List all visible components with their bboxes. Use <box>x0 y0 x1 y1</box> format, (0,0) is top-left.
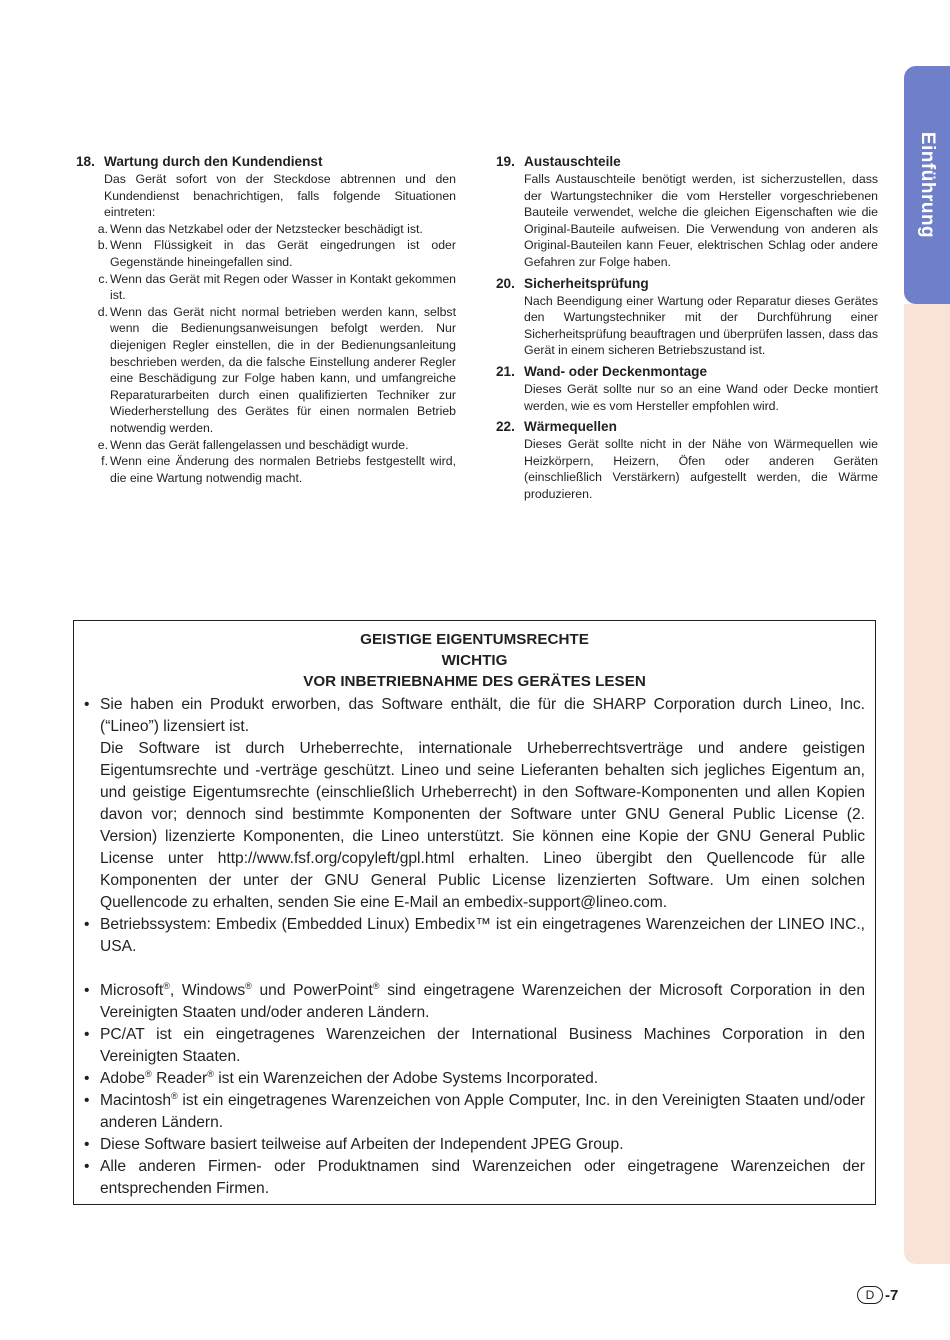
notice-bullets <box>84 694 865 1200</box>
trademark-reader: Reader <box>151 1070 208 1087</box>
trademark-windows: , Windows <box>169 982 246 999</box>
item-number: 19. <box>496 154 515 169</box>
registered-mark: ® <box>207 1068 214 1079</box>
item-body: Falls Austauschteile benötigt werden, ist sicherzustellen, dass der Wartungstechniker die vom Hersteller vorgeschriebenen Bauteile verwendet, welche die gleichen Eigenschaften wie die Original-Bauteile aufweisen. Die Verwendung von anderen als Original-Bauteilen kann Feuer, elektrischen Schlag oder andere Gefahren zur Folge haben. <box>524 172 878 269</box>
sub-letter: b. <box>97 238 108 253</box>
item-title: Wand- oder Deckenmontage <box>524 363 708 379</box>
item-heading <box>76 153 456 171</box>
bullet-symbol: • <box>84 1158 90 1175</box>
item-body: Dieses Gerät sollte nicht in der Nähe von Wärmequellen wie Heizkörpern, Heizern, Öfen oder anderen Geräten (einschließlich Verstärkern) aufgestellt werden, die Wärme produzieren. <box>524 437 878 501</box>
registered-mark: ® <box>372 980 380 991</box>
item-heading <box>496 418 878 436</box>
bullet-item <box>84 694 865 914</box>
sub-text: Wenn das Gerät mit Regen oder Wasser in Kontakt gekommen ist. <box>110 271 456 303</box>
registered-mark: ® <box>171 1090 178 1101</box>
sub-text: Wenn eine Änderung des normalen Betriebs festgestellt wird, die eine Wartung notwendig macht. <box>110 454 456 485</box>
bullet-text: sind eingetragene Warenzeichen der Microsoft Corporation in den Vereinigten Staaten und/oder anderen Ländern. <box>100 982 865 1021</box>
bullet-text: Alle anderen Firmen- oder Produktnamen sind Warenzeichen oder eingetragene Warenzeichen der entsprechenden Firmen. <box>100 1158 865 1197</box>
notice-subtitle-important: WICHTIG <box>441 652 508 669</box>
sub-list <box>76 221 456 487</box>
bullet-symbol: • <box>84 1136 90 1153</box>
sub-item <box>97 237 456 270</box>
item-heading <box>496 153 878 171</box>
item-title: Wärmequellen <box>524 419 617 435</box>
item-title: Wartung durch den Kundendienst <box>104 154 323 169</box>
sub-text: Wenn das Netzkabel oder der Netzstecker beschädigt ist. <box>110 221 423 236</box>
trademark-powerpoint: und PowerPoint <box>251 982 373 999</box>
bullet-item <box>84 914 865 958</box>
sub-text: Wenn das Gerät nicht normal betrieben werden kann, selbst wenn die Bedienungsanweisungen befolgt werden. Nur diejenigen Regler einstellen, die in der Bedienungsanleitung beschrieben werden, da die falsche Einstellung anderer Regler eine Beschädigung zur Folge haben kann, und umfangreiche Reparaturarbeiten durch einen qualifizierten Techniker zur Wiederherstellung des Gerätes für einen normalen Betrieb notwendig werden. <box>110 304 456 435</box>
item-title: Austauschteile <box>524 154 621 169</box>
bullet-item <box>84 1090 865 1134</box>
bullet-symbol: • <box>84 982 90 999</box>
registered-mark: ® <box>245 980 252 991</box>
sub-item <box>97 304 456 437</box>
sub-item <box>98 271 456 304</box>
sub-item <box>97 437 456 454</box>
item-18 <box>76 153 456 486</box>
notice-title: GEISTIGE EIGENTUMSRECHTE <box>360 631 589 648</box>
sub-item <box>101 453 456 486</box>
item-number: 21. <box>496 363 515 379</box>
right-column <box>496 153 878 507</box>
sub-text: Wenn das Gerät fallengelassen und beschädigt wurde. <box>110 437 409 452</box>
sub-letter: c. <box>98 271 108 286</box>
bullet-text: Diese Software basiert teilweise auf Arbeiten der Independent JPEG Group. <box>100 1136 624 1153</box>
bullet-item <box>84 980 865 1024</box>
bullet-text: PC/AT ist ein eingetragenes Warenzeichen der International Business Machines Corporation in den Vereinigten Staaten. <box>100 1026 865 1065</box>
sub-letter: f. <box>101 454 108 469</box>
item-body: Nach Beendigung einer Wartung oder Reparatur dieses Gerätes den Wartungstechniker mit der Durchführung einer Sicherheitsprüfung beauftragen und überprüfen lassen, dass das Gerät in einem sicheren Betriebszustand ist. <box>524 293 878 358</box>
item-title: Sicherheitsprüfung <box>524 275 649 291</box>
trademark-adobe: Adobe <box>100 1070 146 1087</box>
item-number: 18. <box>76 154 95 169</box>
bullet-symbol: • <box>84 1070 90 1087</box>
bullet-symbol: • <box>84 696 90 713</box>
bullet-symbol: • <box>84 1026 90 1043</box>
bullet-symbol: • <box>84 916 90 933</box>
item-heading <box>496 275 878 293</box>
item-body: Das Gerät sofort von der Steckdose abtrennen und den Kundendienst benachrichtigen, falls folgende Situationen eintreten: <box>104 172 456 220</box>
bullet-text: Betriebssystem: Embedix (Embedded Linux) Embedix™ ist ein eingetragenes Warenzeichen der LINEO INC., USA. <box>100 916 865 955</box>
bullet-text: ist ein eingetragenes Warenzeichen von Apple Computer, Inc. in den Vereinigten Staaten und/oder anderen Ländern. <box>100 1092 865 1131</box>
item-19 <box>496 153 878 271</box>
sub-text: Wenn Flüssigkeit in das Gerät eingedrungen ist oder Gegenstände hineingefallen sind. <box>110 238 456 269</box>
item-heading <box>496 363 878 381</box>
bullet-symbol: • <box>84 1092 90 1109</box>
trademark-microsoft: Microsoft <box>100 982 164 999</box>
bullet-item <box>84 1068 865 1090</box>
bullet-item <box>84 1156 865 1200</box>
bullet-text: Sie haben ein Produkt erworben, das Software enthält, die für die SHARP Corporation durch Lineo, Inc. (“Lineo”) lizensiert ist. <box>100 696 865 735</box>
sub-item <box>97 221 456 238</box>
bullet-item <box>84 1134 865 1156</box>
registered-mark: ® <box>145 1068 152 1079</box>
trademark-macintosh: Macintosh <box>100 1092 172 1109</box>
left-column <box>76 153 456 490</box>
item-20 <box>496 275 878 359</box>
registered-mark: ® <box>163 980 170 991</box>
intellectual-property-notice <box>73 620 876 1205</box>
item-22 <box>496 418 878 502</box>
item-number: 20. <box>496 275 515 291</box>
notice-subtitle-read-first: VOR INBETRIEBNAHME DES GERÄTES LESEN <box>303 673 646 690</box>
item-number: 22. <box>496 419 515 435</box>
bullet-text: Die Software ist durch Urheberrechte, internationale Urheberrechtsverträge und andere geistigen Eigentumsrechte und -verträge geschützt. Lineo und seine Lieferanten behalten sich jegliches Eigentum an, und geistige Eigentumsrechte (einschließlich Urheberrecht) in den Software-Komponenten und allen Kopien davon vor; dennoch sind bestimmte Komponenten der Software unter GNU General Public License (2. Version) lizenzierte Komponenten, die Lineo unterstützt. Sie können eine Kopie der GNU General Public License unter http://www.fsf.org/copyleft/gpl.html erhalten. Lineo übergibt den Quellencode für alle Komponenten der unter der GNU General Public License lizenzierten Software. Um einen solchen Quellencode zu erhalten, senden Sie eine E-Mail an embedix-support@lineo.com. <box>100 740 865 911</box>
sub-letter: d. <box>97 304 108 319</box>
page-number-value: -7 <box>885 1286 899 1304</box>
sub-letter: e. <box>97 437 108 452</box>
item-21 <box>496 363 878 414</box>
section-tab-label: Einführung <box>917 131 938 239</box>
bullet-text: ist ein Warenzeichen der Adobe Systems Incorporated. <box>213 1070 599 1087</box>
bullet-item <box>84 1024 865 1068</box>
page-language-letter: D <box>857 1286 883 1304</box>
item-body: Dieses Gerät sollte nur so an eine Wand oder Decke montiert werden, wie es vom Hersteller empfohlen wird. <box>524 381 878 413</box>
sub-letter: a. <box>97 221 108 236</box>
page-number <box>857 1286 898 1304</box>
section-strip <box>904 304 950 1264</box>
